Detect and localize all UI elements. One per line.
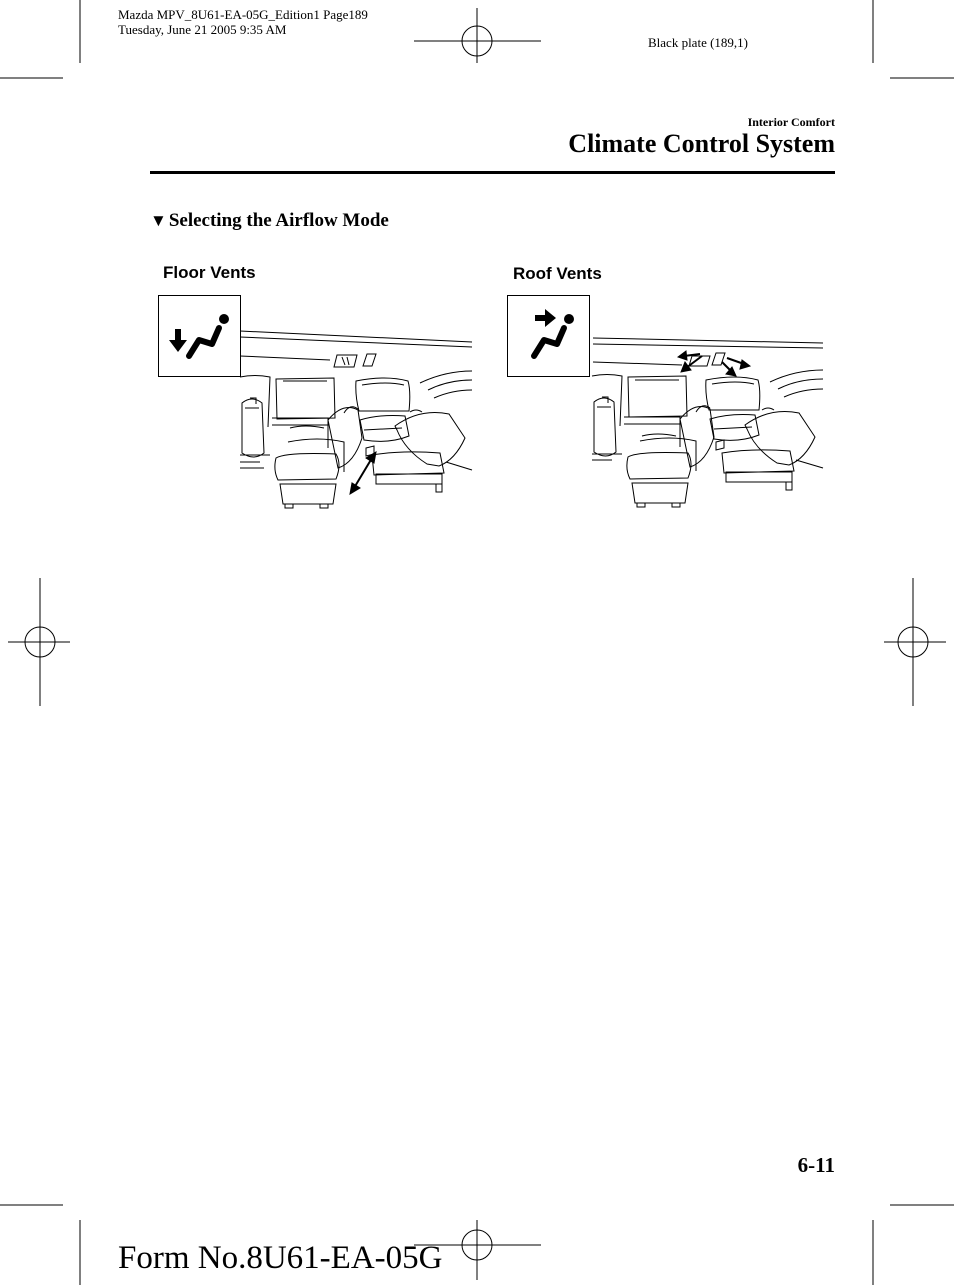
section-label: Interior Comfort <box>747 115 835 129</box>
section-heading-text: Selecting the Airflow Mode <box>168 210 389 231</box>
print-header-file: Mazda MPV_8U61-EA-05G_Edition1 Page189 <box>118 7 368 22</box>
page-title: Climate Control System <box>568 129 835 158</box>
roof-vents-interior-drawing <box>592 338 823 507</box>
figure-label-roof-vents: Roof Vents <box>513 264 602 283</box>
print-header-plate: Black plate (189,1) <box>648 35 748 50</box>
triangle-marker-icon: ▼ <box>150 211 167 230</box>
figure-label-floor-vents: Floor Vents <box>163 263 256 282</box>
print-header-date: Tuesday, June 21 2005 9:35 AM <box>118 22 287 37</box>
floor-vents-interior-drawing <box>240 331 472 508</box>
page-number: 6-11 <box>797 1153 835 1177</box>
floor-vent-mode-icon <box>158 295 241 377</box>
roof-vent-mode-icon <box>507 295 590 377</box>
form-number: Form No.8U61-EA-05G <box>118 1240 443 1276</box>
